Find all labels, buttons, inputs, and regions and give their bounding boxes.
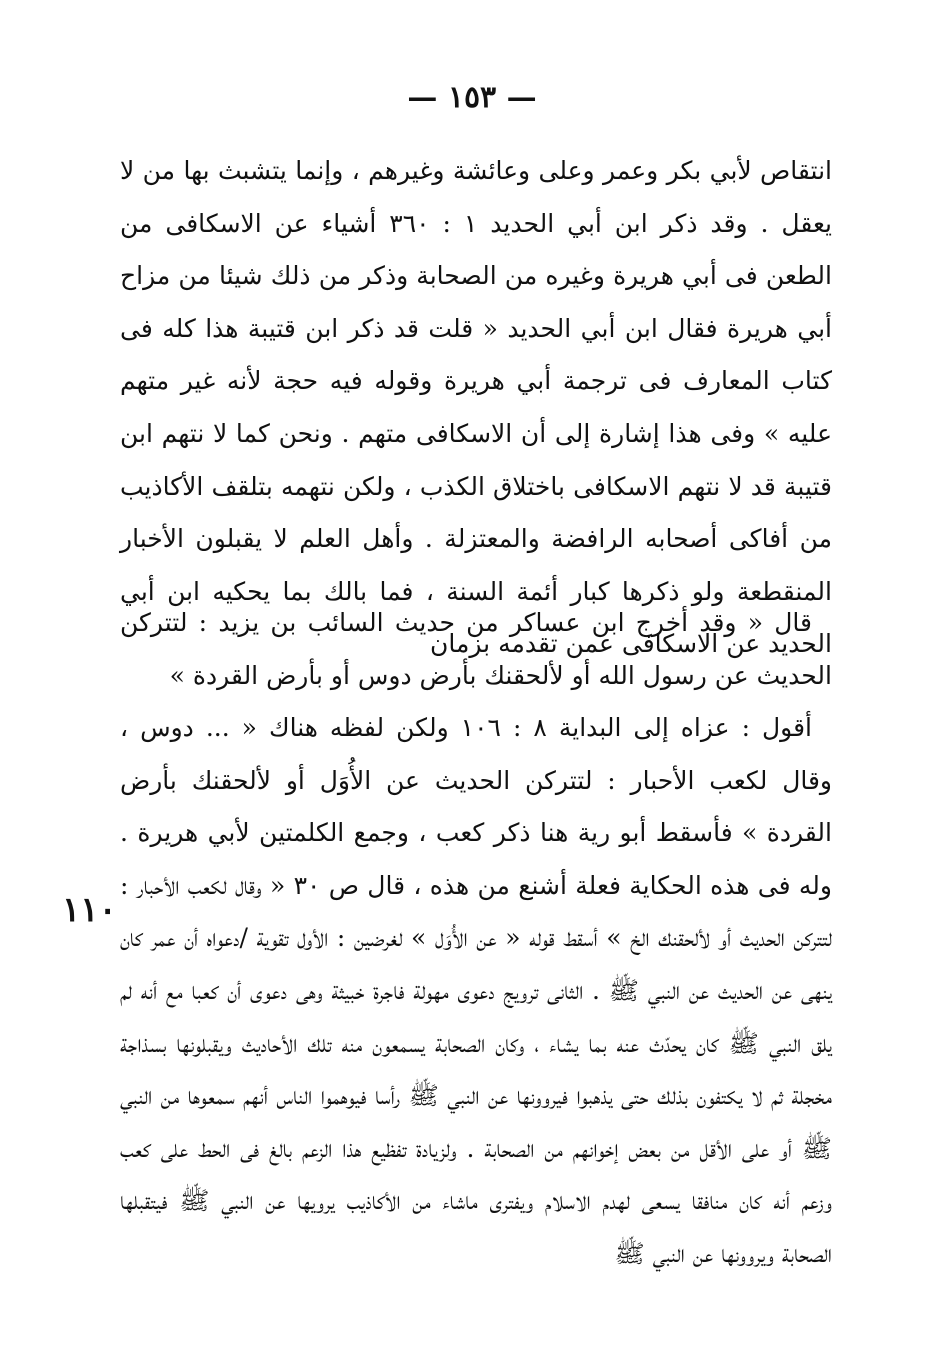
paragraph-2: قال « وقد أخرج ابن عساكر من حديث السائب بن يزيد : لتتركن الحديث عن رسول الله أو لألحقنك بأرض دوس أو بأرض القردة » (120, 608, 832, 690)
paragraph-1: انتقاص لأبي بكر وعمر وعلى وعائشة وغيرهم ، وإنما يتشبث بها من لا يعقل . وقد ذكر ابن أبي الحديد ١ : ٣٦٠ أشياء عن الاسكافى من الطعن فى أبي هريرة وغيره من الصحابة وذكر من ذلك شيئا من مزاح أبي هريرة فقال ابن أبي الحديد « قلت قد ذكر ابن قتيبة هذا كله فى كتاب المعارف فى ترجمة أبي هريرة وقوله فيه حجة لأنه غير متهم عليه » وفى هذا إشارة إلى أن الاسكافى متهم . ونحن كما لا نتهم ابن قتيبة قد لا نتهم الاسكافى باختلاق الكذب ، ولكن نتهمه بتلقف الأكاذيب من أفاكى أصحابه الرافضة والمعتزلة . وأهل العلم لا يقبلون الأخبار المنقطعة ولو ذكرها كبار أئمة السنة ، فما بالك بما يحكيه ابن أبي الحديد عن الاسكافى عمن تقدمه بزمان (120, 156, 832, 659)
page-number: — ١٥٣ — (407, 80, 537, 115)
margin-page-reference: ١١٠ (62, 890, 117, 930)
paragraph-3: أقول : عزاه إلى البداية ٨ : ١٠٦ ولكن لفظه هناك « ... دوس ، وقال لكعب الأحبار : لتتركن الحديث عن الأُوَل أو لألحقنك بأرض القردة » فأسقط أبو رية هنا ذكر كعب ، وجمع الكلمتين لأبي هريرة . وله فى هذه الحكاية فعلة أشنع من هذه ، قال ص ٣٠ « وقال لكعب الأحبار : لتتركن الحديث أو لألحقنك الخ » أسقط قوله « عن الأُوَل » لغرضين : الأول تقوية /دعواه أن عمر كان ينهى عن الحديث عن النبي ﷺ . الثانى ترويج دعوى مهولة فاجرة خبيثة وهى دعوى أن كعبا مع أنه لم يلق النبي ﷺ كان يحدّث عنه بما يشاء ، وكان الصحابة يسمعون منه تلك الأحاديث ويقبلونها بسذاجة مخجلة ثم لا يكتفون بذلك حتى يذهبوا فيروونها عن النبي ﷺ رأسا فيوهموا الناس أنهم سمعوها من النبي ﷺ أو على الأقل من بعض إخوانهم من الصحابة . ولزيادة تفظيع هذا الزعم بالغ فى الحط على كعب وزعم أنه كان منافقا يسعى لهدم الاسلام ويفترى ماشاء من الأكاذيب يرويها عن النبي ﷺ فيتقبلها الصحابة ويروونها عن النبي ﷺ (120, 713, 832, 1268)
